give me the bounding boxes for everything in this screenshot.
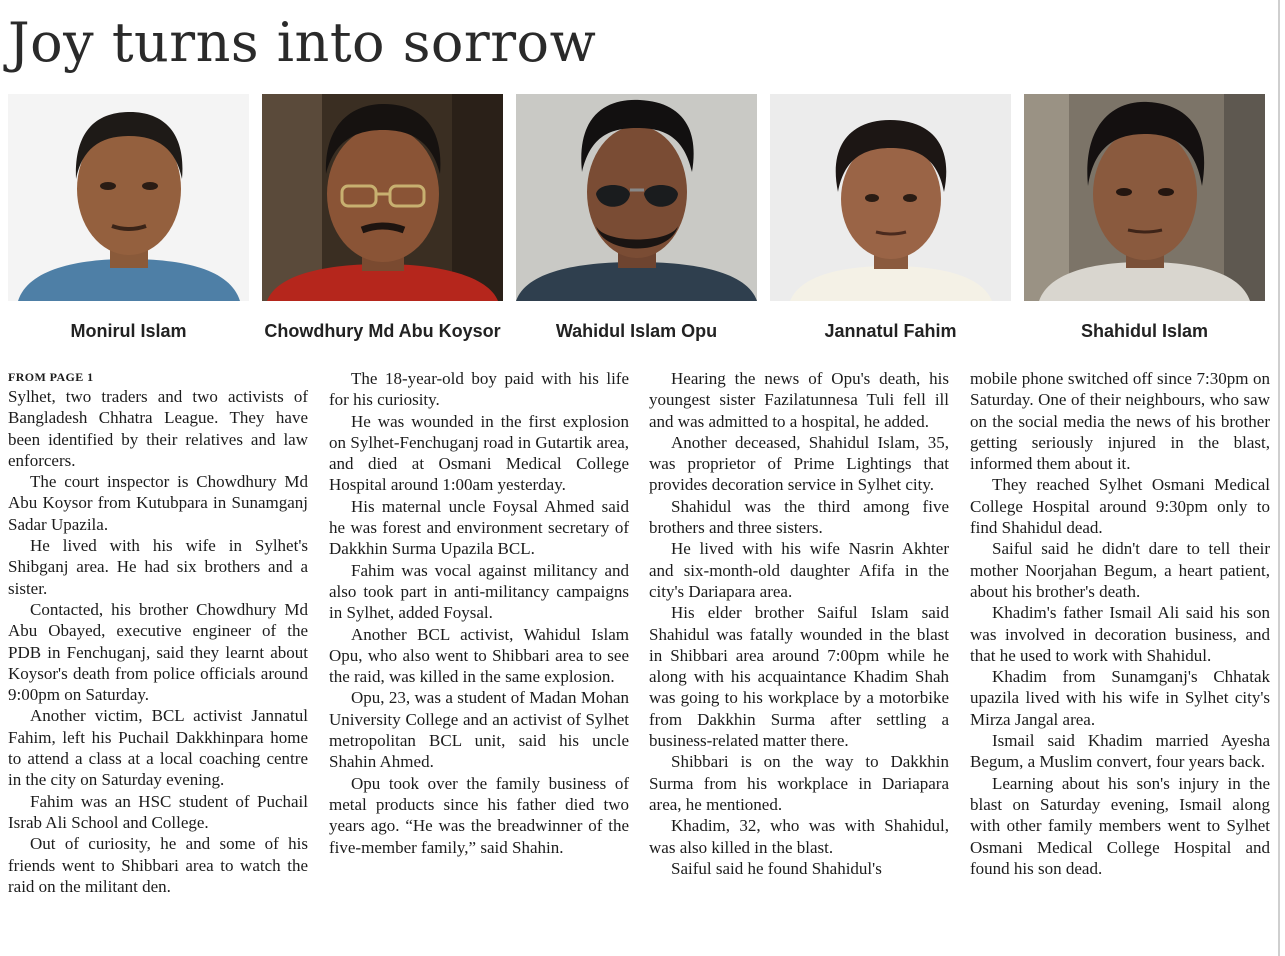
paragraph: They reached Sylhet Osmani Medical College Hospital around 9:30pm only to find Shahidul dead. — [970, 475, 1270, 538]
article-column-1 — [8, 368, 308, 897]
paragraph: His elder brother Saiful Islam said Shahidul was fatally wounded in the blast in Shibbari area around 7:00pm while he along with his acquaintance Khadim Shah was going to his workplace by a motorbike from Dakkhin Surma after settling a business-related matter there. — [649, 603, 949, 751]
paragraph: Another BCL activist, Wahidul Islam Opu, who also went to Shibbari area to see the raid, was killed in the same explosion. — [329, 624, 629, 687]
caption-chowdhury-md-abu-koysor: Chowdhury Md Abu Koysor — [264, 321, 501, 341]
paragraph: Another victim, BCL activist Jannatul Fahim, left his Puchail Dakkhinpara home to attend a class at a local coaching centre in the city on Saturday evening. — [8, 706, 308, 790]
caption-monirul-islam: Monirul Islam — [70, 321, 187, 341]
photo-chowdhury-md-abu-koysor — [262, 94, 503, 301]
paragraph: Khadim's father Ismail Ali said his son was involved in decoration business, and that he used to work with Shahidul. — [970, 603, 1270, 665]
photo-shahidul-islam — [1024, 94, 1265, 301]
paragraph: He was wounded in the first explosion on Sylhet-Fenchuganj road in Gutartik area, and died at Osmani Medical College Hospital around 1:00am yesterday. — [329, 411, 629, 495]
paragraph: He lived with his wife Nasrin Akhter and six-month-old daughter Afifa in the city's Dariapara area. — [649, 539, 949, 601]
portrait-1 — [8, 94, 249, 301]
paragraph: Shibbari is on the way to Dakkhin Surma from his workplace in Dariapara area, he mentioned. — [649, 752, 949, 814]
portrait-2 — [262, 94, 503, 301]
portrait-5 — [1024, 94, 1265, 301]
paragraph: Shahidul was the third among five brothers and three sisters. — [649, 496, 949, 538]
paragraph: Ismail said Khadim married Ayesha Begum, a Muslim convert, four years back. — [970, 731, 1270, 772]
paragraph: Contacted, his brother Chowdhury Md Abu Obayed, executive engineer of the PDB in Fenchuganj, said they learnt about Koysor's death from police officials around 9:00pm on Saturday. — [8, 599, 308, 705]
paragraph: Out of curiosity, he and some of his friends went to Shibbari area to watch the raid on the militant den. — [8, 834, 308, 896]
portrait-4 — [770, 94, 1011, 301]
paragraph: Saiful said he didn't dare to tell their mother Noorjahan Begum, a heart patient, about his brother's death. — [970, 539, 1270, 601]
paragraph: Learning about his son's injury in the blast on Saturday evening, Ismail along with other family members went to Sylhet Osmani Medical College Hospital and found his son dead. — [970, 773, 1270, 878]
caption-jannatul-fahim: Jannatul Fahim — [824, 321, 957, 341]
paragraph: Hearing the news of Opu's death, his youngest sister Fazilatunnesa Tuli fell ill and was admitted to a hospital, he added. — [649, 369, 949, 431]
photo-monirul-islam — [8, 94, 249, 301]
paragraph: Another deceased, Shahidul Islam, 35, was proprietor of Prime Lightings that provides decoration service in Sylhet city. — [649, 432, 949, 495]
article-column-4 — [970, 368, 1270, 879]
column-rule — [1278, 0, 1280, 956]
headline: Joy turns into sorrow — [8, 11, 597, 74]
paragraph: Opu took over the family business of metal products since his father died two years ago. “He was the breadwinner of the five-member family,” said Shahin. — [329, 773, 629, 857]
paragraph: His maternal uncle Foysal Ahmed said he was forest and environment secretary of Dakkhin Surma Upazila BCL. — [329, 496, 629, 559]
photo-row — [8, 94, 1266, 304]
kicker: FROM PAGE 1 — [8, 370, 94, 384]
caption-wahidul-islam-opu: Wahidul Islam Opu — [555, 321, 718, 341]
paragraph: Khadim, 32, who was with Shahidul, was also killed in the blast. — [649, 816, 949, 857]
caption-shahidul-islam: Shahidul Islam — [1080, 321, 1209, 341]
portrait-3 — [516, 94, 757, 301]
photo-wahidul-islam-opu — [516, 94, 757, 301]
paragraph: mobile phone switched off since 7:30pm on Saturday. One of their neighbours, who saw on the social media the news of his brother getting seriously injured in the blast, informed them about it. — [970, 369, 1270, 474]
photo-jannatul-fahim — [770, 94, 1011, 301]
paragraph: Sylhet, two traders and two activists of Bangladesh Chhatra League. They have been identified by their relatives and law enforcers. — [8, 387, 308, 470]
paragraph: Opu, 23, was a student of Madan Mohan University College and an activist of Sylhet metropolitan BCL unit, said his uncle Shahin Ahmed. — [329, 688, 629, 772]
article-column-3 — [649, 368, 949, 879]
paragraph: Fahim was vocal against militancy and also took part in anti-militancy campaigns in Sylhet, added Foysal. — [329, 560, 629, 623]
paragraph: Fahim was an HSC student of Puchail Israb Ali School and College. — [8, 791, 308, 832]
paragraph: The court inspector is Chowdhury Md Abu Koysor from Kutubpara in Sunamganj Sadar Upazila. — [8, 472, 308, 534]
article-column-2 — [329, 368, 629, 858]
paragraph: The 18-year-old boy paid with his life for his curiosity. — [329, 369, 629, 410]
paragraph: Saiful said he found Shahidul's — [671, 858, 882, 878]
paragraph: He lived with his wife in Sylhet's Shibganj area. He had six brothers and a sister. — [8, 536, 308, 598]
paragraph: Khadim from Sunamganj's Chhatak upazila lived with his wife in Sylhet city's Mirza Jangal area. — [970, 667, 1270, 729]
